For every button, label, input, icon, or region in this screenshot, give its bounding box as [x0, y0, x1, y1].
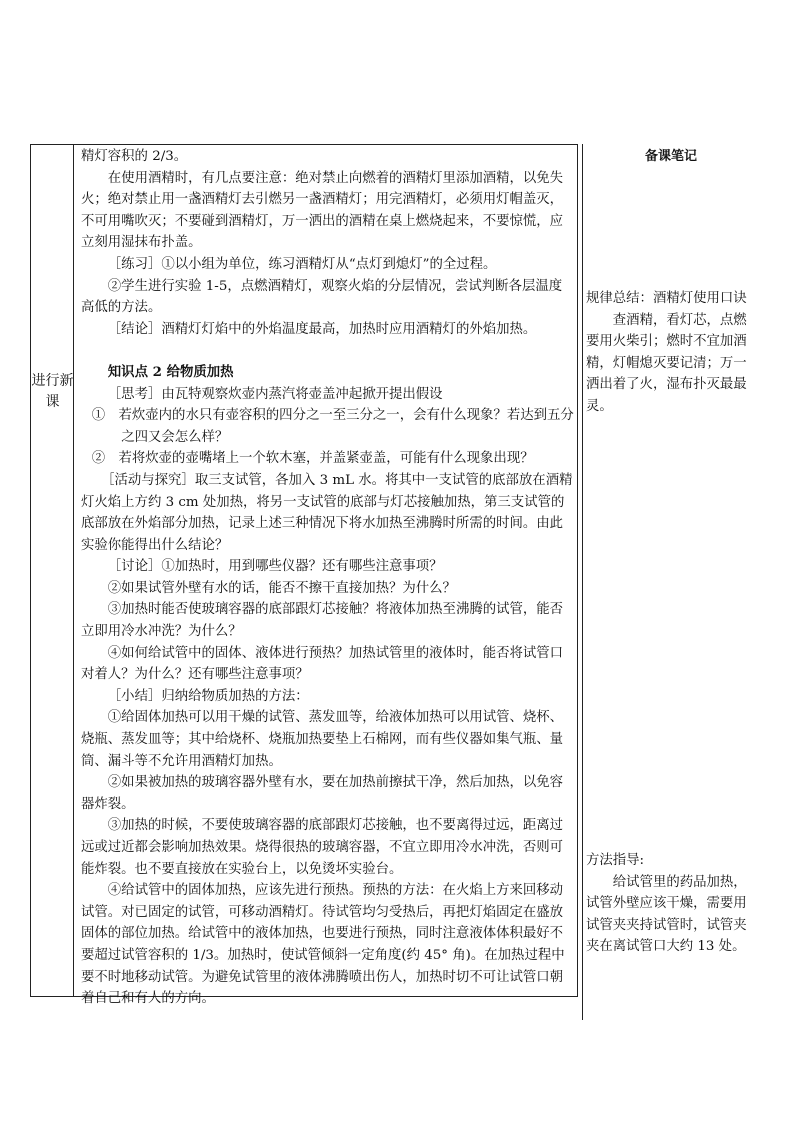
- notes-title: 备课笔记: [644, 149, 697, 164]
- rule-summary-label: 规律总结：酒精灯使用口诀: [586, 291, 747, 306]
- content-paragraph: ④给试管中的固体加热，应该先进行预热。预热的方法：在火焰上方来回移动试管。对已固定的试管，可移动酒精灯。待试管均匀受热后，再把灯焰固定在盛放固体的部位加热。给试管中的液体加热，也要进行预热，同时注意液体体积最好不要超过试管容积的 1/3。加热时，使试管倾斜一定角度(约 45° 角)。在加热过程中要不时地移动试管。为避免试管里的液体沸腾喷出伤人，加热时切不可让试管口朝着自己和有人的方向。: [81, 883, 565, 1007]
- rule-summary-body: 查酒精，看灯芯，点燃要用火柴引；燃时不宜加酒精，灯帽熄灭要记清；万一洒出着了火，湿布扑灭最最灵。: [586, 312, 747, 414]
- content-paragraph: ［活动与探究］取三支试管，各加入 3 mL 水。将其中一支试管的底部放在酒精灯火焰上方约 3 cm 处加热，将另一支试管的底部与灯芯接触加热，第三支试管的底部放在外焰部分加热，记录上述三种情况下将水加热至沸腾时所需的时间。由此实验你能得出什么结论？: [81, 472, 573, 553]
- blank-line: [81, 340, 575, 362]
- lesson-content: [81, 146, 575, 1010]
- content-paragraph: ③加热时能否使玻璃容器的底部跟灯芯接触？将液体加热至沸腾的试管，能否立即用冷水冲洗？为什么？: [81, 602, 564, 640]
- content-paragraph: ［讨论］①加热时，用到哪些仪器？还有哪些注意事项？: [107, 559, 443, 575]
- content-paragraph: ②如果被加热的玻璃容器外壁有水，要在加热前擦拭干净，然后加热，以免容器炸裂。: [81, 775, 564, 812]
- content-paragraph: ②学生进行实验 1-5，点燃酒精灯，观察火焰的分层情况，尝试判断各层温度高低的方法。: [81, 278, 563, 316]
- content-paragraph: ［思考］由瓦特观察炊壶内蒸汽将壶盖冲起掀开提出假设: [107, 386, 443, 402]
- content-paragraph: ① 若炊壶内的水只有壶容积的四分之一至三分之一，会有什么现象？若达到五分之四又会怎么样？: [91, 408, 574, 445]
- section-label: 进行新课: [31, 373, 74, 410]
- content-paragraph: 在使用酒精时，有几点要注意：绝对禁止向燃着的酒精灯里添加酒精，以免失火；绝对禁止用一盏酒精灯去引燃另一盏酒精灯；用完酒精灯，必须用灯帽盖灭，不可用嘴吹灭；不要碰到酒精灯，万一洒出的酒精在桌上燃烧起来，不要惊慌，应立刻用湿抹布扑盖。: [81, 170, 564, 251]
- content-paragraph: ①给固体加热可以用干燥的试管、蒸发皿等，给液体加热可以用试管、烧杯、烧瓶、蒸发皿等；其中给烧杯、烧瓶加热要垫上石棉网，而有些仪器如集气瓶、量筒、漏斗等不允许用酒精灯加热。: [81, 710, 564, 769]
- content-paragraph: ②如果试管外壁有水的话，能否不擦干直接加热？为什么？: [107, 580, 456, 596]
- section-label-cell: [31, 145, 74, 996]
- lesson-table: [30, 144, 578, 1007]
- content-paragraph: ② 若将炊壶的壶嘴堵上一个软木塞，并盖紧壶盖，可能有什么现象出现？: [91, 451, 534, 467]
- content-paragraph: 精灯容积的 2/3。: [81, 149, 188, 164]
- content-paragraph: ③加热的时候，不要使玻璃容器的底部跟灯芯接触，也不要离得过远，距离过远或过近都会影响加热效果。烧得很热的玻璃容器，不宜立即用冷水冲洗，否则可能炸裂。也不要直接放在实验台上，以免烫坏实验台。: [81, 818, 564, 877]
- method-guide-note: [586, 850, 758, 958]
- method-guide-label: 方法指导:: [586, 853, 645, 868]
- content-paragraph: 知识点 2 给物质加热: [107, 363, 234, 380]
- content-paragraph: ［结论］酒精灯灯焰中的外焰温度最高，加热时应用酒精灯的外焰加热。: [107, 321, 537, 337]
- method-guide-body: 给试管里的药品加热，试管外壁应该干燥，需要用试管夹夹持试管时，试管夹夹在离试管口大约 13 处。: [586, 874, 747, 955]
- rule-summary-note: [586, 288, 758, 418]
- content-paragraph: ［练习］①以小组为单位，练习酒精灯从“点灯到熄灯”的全过程。: [107, 256, 497, 272]
- content-paragraph: ④如何给试管中的固体、液体进行预热？加热试管里的液体时，能否将试管口对着人？为什么？还有哪些注意事项？: [81, 645, 564, 683]
- notes-column-divider: [582, 144, 583, 1020]
- content-paragraph: ［小结］归纳给物质加热的方法：: [107, 688, 309, 704]
